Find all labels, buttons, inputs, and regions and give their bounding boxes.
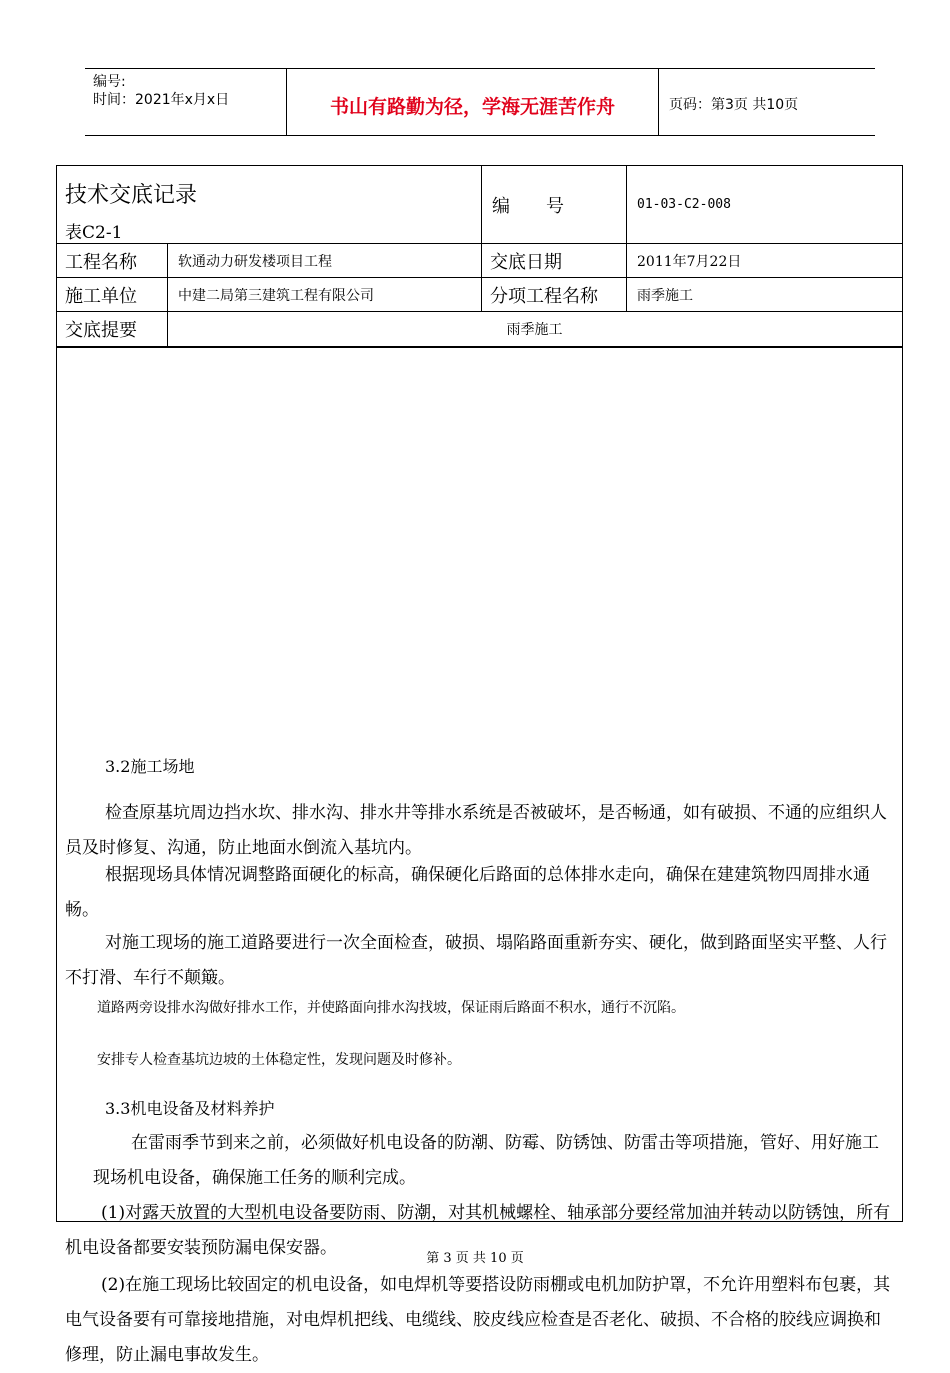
summary-label: 交底提要 xyxy=(65,320,137,341)
form-code: 表C2-1 xyxy=(65,223,123,243)
subitem-value: 雨季施工 xyxy=(626,278,901,311)
form-title: 技术交底记录 xyxy=(65,183,198,208)
project-row xyxy=(57,244,902,278)
project-value: 软通动力研发楼项目工程 xyxy=(167,244,481,277)
paragraph-5: 安排专人检查基坑边坡的土体稳定性，发现问题及时修补。 xyxy=(97,1052,461,1068)
paragraph-4: 道路两旁设排水沟做好排水工作，并使路面向排水沟找坡，保证雨后路面不积水，通行不沉陷。 xyxy=(97,1000,685,1016)
number-label: 编号: xyxy=(93,74,126,90)
paragraph-7: (1)对露天放置的大型机电设备要防雨、防潮，对其机械螺栓、轴承部分要经常加油并转动以防锈蚀，所有机电设备都要安装预防漏电保安器。 xyxy=(65,1203,891,1258)
paragraph-1: 检查原基坑周边挡水坎、排水沟、排水井等排水系统是否被破坏，是否畅通，如有破损、不通的应组织人员及时修复、沟通，防止地面水倒流入基坑内。 xyxy=(65,803,887,858)
paragraph-8: (2)在施工现场比较固定的机电设备，如电焊机等要搭设防雨棚或电机加防护罩，不允许用塑料布包裹，其电气设备要有可靠接地措施，对电焊机把线、电缆线、胶皮线应检查是否老化、破损、不合格的胶线应调换和修理，防止漏电事故发生。 xyxy=(65,1275,891,1365)
paragraph-2: 根据现场具体情况调整路面硬化的标高，确保硬化后路面的总体排水走向，确保在建建筑物四周排水通畅。 xyxy=(65,865,870,920)
summary-row xyxy=(57,312,902,348)
serial-value: 01-03-C2-008 xyxy=(626,166,901,243)
date-value: 2011年7月22日 xyxy=(626,244,901,277)
paragraph-3: 对施工现场的施工道路要进行一次全面检查，破损、塌陷路面重新夯实、硬化，做到路面坚实平整、人行不打滑、车行不颠簸。 xyxy=(65,933,887,988)
project-label: 工程名称 xyxy=(65,251,137,273)
section-heading-3-2: 3.2施工场地 xyxy=(105,757,195,776)
header-meta xyxy=(85,69,286,135)
title-cell xyxy=(57,166,481,243)
time-label: 时间：2021年x月x日 xyxy=(93,92,230,108)
serial-label: 编 号 xyxy=(481,166,626,243)
title-row xyxy=(57,166,902,244)
header-motto: 书山有路勤为径，学海无涯苦作舟 xyxy=(286,69,659,135)
paragraph-6: 在雷雨季节到来之前，必须做好机电设备的防潮、防霉、防锈蚀、防雷击等项措施，管好、用好施工现场机电设备，确保施工任务的顺利完成。 xyxy=(93,1133,879,1188)
unit-row xyxy=(57,278,902,312)
summary-value: 雨季施工 xyxy=(167,312,901,346)
header-page-label: 页码：第3页 共10页 xyxy=(669,97,799,113)
date-label: 交底日期 xyxy=(481,244,626,277)
page-footer: 第 3 页 共 10 页 xyxy=(426,1251,524,1266)
unit-value: 中建二局第三建筑工程有限公司 xyxy=(167,278,481,311)
page-header xyxy=(85,68,875,136)
unit-label: 施工单位 xyxy=(65,285,137,307)
subitem-label: 分项工程名称 xyxy=(481,278,626,311)
section-heading-3-3: 3.3机电设备及材料养护 xyxy=(105,1099,275,1118)
